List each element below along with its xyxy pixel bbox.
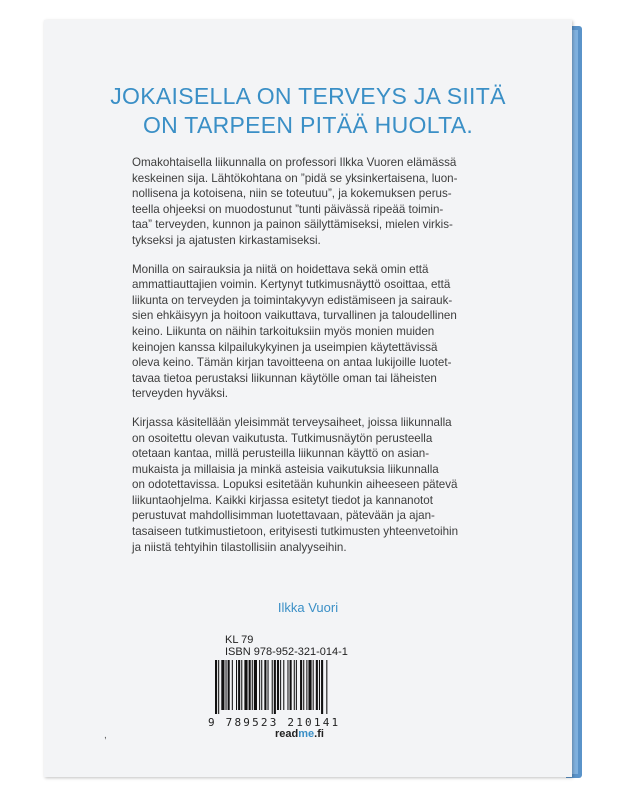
blurb-paragraph: [132, 155, 487, 249]
barcode-bar: [277, 660, 279, 710]
barcode-bar: [226, 660, 227, 710]
barcode-bar: [296, 660, 297, 710]
isbn-label: ISBN 978-952-321-014-1: [225, 646, 348, 658]
author-name: Ilkka Vuori: [277, 600, 339, 615]
blurb-line: Monilla on sairauksia ja niitä on hoidettava sekä omin että: [132, 262, 429, 276]
barcode-bar: [321, 660, 323, 714]
barcode-bar: [272, 660, 273, 714]
blurb-line: keino. Liikunta on näihin tarkoituksiin myös monien muiden: [132, 324, 435, 338]
barcode-bar: [264, 660, 266, 710]
headline-line-1: JOKAISELLA ON TERVEYS JA SIITÄ: [110, 83, 506, 109]
blurb-line: on odotettavissa. Lopuksi esitetään kuhunkin aiheeseen pätevä: [132, 478, 458, 492]
barcode-bar: [319, 660, 320, 710]
barcode-digits: 9 789523 210141: [208, 716, 341, 729]
blurb-line: tavaa tietoa perustaksi liikunnan käytölle oman tai läheisten: [132, 371, 437, 385]
barcode-bar: [326, 660, 327, 714]
barcode-bar: [294, 660, 295, 710]
barcode-bar: [261, 660, 262, 710]
barcode-bar: [218, 660, 219, 714]
barcode-bar: [313, 660, 314, 710]
barcode-bar: [283, 660, 284, 710]
blurb-paragraph: [132, 415, 487, 555]
barcode-bar: [290, 660, 292, 710]
blurb-line: teella ohjeeksi on muodostunut ”tunti päivässä ripeää toimin-: [132, 202, 444, 216]
barcode-bar: [215, 660, 217, 714]
blurb-line: terveyden hyväksi.: [132, 387, 229, 401]
blurb-line: liikuntaohjelma. Kaikki kirjassa esitetyt tiedot ja kannanotot: [132, 493, 433, 507]
blurb-line: ja niistä tehtyihin tilastollisiin analyyseihin.: [132, 540, 347, 554]
price-code: KL 79: [225, 634, 254, 646]
blurb-line: sien ehkäisyyn ja hoitoon vaikuttava, turvallinen ja taloudellinen: [132, 309, 457, 323]
blurb-line: Omakohtaisella liikunnalla on professori Ilkka Vuoren elämässä: [132, 156, 457, 169]
blurb-line: on osoitettu olevan vaikutusta. Tutkimusnäytön perusteella: [132, 431, 433, 445]
barcode-bar: [274, 660, 276, 714]
blurb-paragraph: [132, 262, 487, 402]
barcode-bar: [228, 660, 230, 710]
barcode-bar: [287, 660, 288, 710]
blurb-line: liikunta on terveyden ja toimintakyvyn edistämiseen ja sairauk-: [132, 293, 453, 307]
barcode-bar: [238, 660, 240, 710]
barcode-bar: [303, 660, 304, 710]
barcode-bar: [241, 660, 242, 710]
blurb-text: [132, 155, 487, 568]
barcode-bar: [306, 660, 307, 710]
blurb-line: tykseksi ja ajatusten kirkastamiseksi.: [132, 233, 321, 247]
publisher-prefix: read: [275, 728, 299, 740]
headline-line-2: ON TARPEEN PITÄÄ HUOLTA.: [142, 112, 474, 138]
blurb-line: Kirjassa käsitellään yleisimmät terveysaiheet, joissa liikunnalla: [132, 415, 452, 429]
barcode-bar: [221, 660, 224, 710]
barcode-bar: [316, 660, 318, 710]
barcode-bar: [300, 660, 302, 710]
barcode-bar: [232, 660, 233, 710]
barcode-bar: [254, 660, 257, 710]
blurb-line: tasaiseen tutkimustietoon, erityisesti tutkimusten yhteenvetoihin: [132, 525, 459, 539]
blurb-line: mukaista ja millaisia ja minkä asteisia vaikutuksia liikunnalla: [132, 462, 439, 476]
publisher-suffix: .fi: [314, 728, 324, 740]
barcode-bar: [244, 660, 247, 710]
publisher-accent: me: [298, 728, 315, 740]
cover-headline: [44, 82, 572, 140]
blurb-line: oleva keino. Tämän kirjan tavoitteena on antaa lukijoille luotet-: [132, 356, 452, 370]
barcode-bar: [280, 660, 281, 710]
barcode-bar: [308, 660, 311, 710]
blurb-line: keskeinen sija. Lähtökohtana on ”pidä se yksinkertaisena, luon-: [132, 171, 458, 185]
blurb-line: otetaan kantaa, millä perusteilla liikunnan käyttö on asian-: [132, 447, 430, 461]
barcode-bar: [268, 660, 269, 710]
blurb-line: taa” terveyden, kunnon ja painon säilyttämiseksi, mielen virkis-: [132, 218, 453, 232]
barcode-bar: [236, 660, 237, 710]
barcode-bar: [259, 660, 260, 710]
barcode-bar: [252, 660, 253, 710]
blurb-line: ammattiauttajien voimin. Kertynyt tutkimusnäyttö osoittaa, että: [132, 278, 451, 292]
barcode-graphic: [213, 660, 361, 714]
blurb-line: perustuvat mahdollisimman luotettavaan, pätevään ja ajan-: [132, 509, 435, 523]
blurb-line: keinojen kanssa kilpailukykyinen ja useimpien käytettävissä: [132, 340, 438, 354]
barcode-bar: [249, 660, 251, 710]
publisher-logo: [275, 728, 324, 740]
blurb-line: nollisena ja kotoisena, niin se toteutuu”, ja kokemuksen perus-: [132, 187, 452, 201]
printer-mark: ,: [104, 730, 107, 741]
